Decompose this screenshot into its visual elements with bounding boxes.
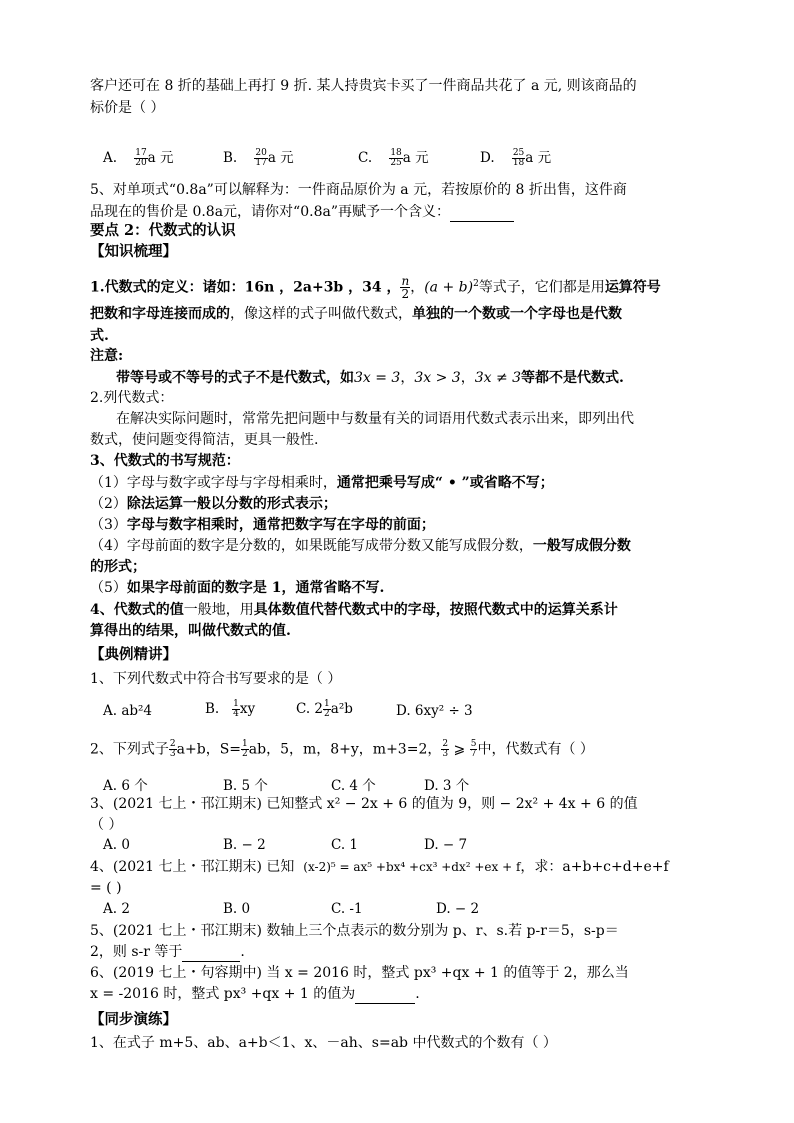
example-4-option-d: D. − 2 <box>436 901 480 917</box>
list-text-1: 在解决实际问题时，常常先把问题中与数量有关的词语用代数式表示出来，即列出代 <box>116 411 634 427</box>
norm-item-1: （1）字母与数字或字母与字母相乘时，通常把乘号写成“ • ”或省略不写； <box>90 475 554 491</box>
section-knowledge-heading: 【知识梳理】 <box>90 243 177 260</box>
list-text-2: 数式，使问题变得简洁，更具一般性. <box>90 432 319 448</box>
example-4-line-2: = ( ) <box>90 880 122 896</box>
intro-option-d: D. $\frac{25}{18}$ a 元 <box>480 148 552 168</box>
intro-option-c: C. $\frac{18}{25}$ a 元 <box>358 148 429 168</box>
norm-item-2: （2）除法运算一般以分数的形式表示； <box>90 496 337 512</box>
intro-line-1: 客户还可在 8 折的基础上再打 9 折. 某人持贵宾卡买了一件商品共花了 a 元, 则该商品的 <box>90 78 637 94</box>
example-3-line-1: 3、(2021 七上・邗江期末) 已知整式 x² − 2x + 6 的值为 9，则 − 2x² + 4x + 6 的值 <box>90 796 638 812</box>
example-2-option-b: B. 5 个 <box>223 778 268 794</box>
definition-line-3: 式. <box>90 328 109 344</box>
intro-option-b: B. $\frac{20}{17}$ a 元 <box>223 148 294 168</box>
example-3-line-2: （ ） <box>90 817 123 833</box>
note-line: 带等号或不等号的式子不是代数式，如3x = 3，3x > 3，3x ≠ 3等都不是代数式. <box>116 370 624 386</box>
example-1-option-a: A. ab²4 <box>103 703 153 719</box>
example-3-option-a: A. 0 <box>103 837 130 853</box>
example-2-option-a: A. 6 个 <box>103 778 148 794</box>
example-2-option-c: C. 4 个 <box>331 778 376 794</box>
q5-line-1: 5、对单项式“0.8a”可以解释为：一件商品原价为 a 元，若按原价的 8 折出售，这件商 <box>90 182 627 198</box>
definition-line-1: 1.代数式的定义：诸如：16n ，2a+3b ，34 ， $\frac{n}{2}$ ，$(a + b)^2$等式子，它们都是用运算符号 <box>90 274 661 302</box>
q5-line-2: 品现在的售价是 0.8a元，请你对“0.8a”再赋予一个含义： <box>90 203 514 222</box>
example-4-option-b: B. 0 <box>223 901 251 917</box>
example-6-line-2: x = -2016 时，整式 px³ +qx + 1 的值为 . <box>90 986 420 1002</box>
q5-answer-blank[interactable] <box>450 203 514 222</box>
example-2: 2、下列式子 $\frac{2}{3}$ a+b，S= $\frac{1}{2}$ ab，5，m，8+y，m+3=2， $\frac{2}{3}$ ⩾ $\frac{5}{7}$ 中，代数式有（ ） <box>90 739 594 759</box>
example-1-option-b: B. $\frac{1}{4}$ xy <box>205 699 256 719</box>
example-3-option-b: B. − 2 <box>223 837 266 853</box>
example-3-option-d: D. − 7 <box>424 837 468 853</box>
example-3-option-c: C. 1 <box>331 837 359 853</box>
section-examples-heading: 【典例精讲】 <box>90 646 177 663</box>
intro-line-2: 标价是（ ） <box>90 100 165 116</box>
list-title: 2.列代数式： <box>90 390 174 406</box>
example-6-line-1: 6、(2019 七上・句容期中) 当 x = 2016 时，整式 px³ +qx + 1 的值等于 2，那么当 <box>90 965 629 981</box>
example-4-option-c: C. -1 <box>331 901 363 917</box>
value-line-2: 算得出的结果，叫做代数式的值. <box>90 623 291 639</box>
example-4-line-1: 4、(2021 七上・邗江期末) 已知 (x-2)⁵ = ax⁵ +bx⁴ +cx³ +dx² +ex + f，求：a+b+c+d+e+f <box>90 859 669 875</box>
example-2-option-d: D. 3 个 <box>424 778 470 794</box>
norm-item-4: （4）字母前面的数字是分数的，如果既能写成带分数又能写成假分数，一般写成假分数 <box>90 538 631 554</box>
example-1: 1、下列代数式中符合书写要求的是（ ） <box>90 671 342 687</box>
example-5-line-1: 5、(2021 七上・邗江期末) 数轴上三个点表示的数分别为 p、r、s.若 p-r＝5，s-p＝ <box>90 923 619 939</box>
practice-1: 1、在式子 m+5、ab、a+b＜1、x、－ah、s=ab 中代数式的个数有（ ） <box>90 1035 557 1051</box>
example-4-option-a: A. 2 <box>103 901 130 917</box>
example-5-answer-blank[interactable] <box>182 943 240 962</box>
norm-item-4-cont: 的形式； <box>90 559 146 575</box>
example-1-option-c: C. 2 $\frac{1}{2}$ a²b <box>296 699 353 719</box>
norm-item-3: （3）字母与数字相乘时，通常把数字写在字母的前面； <box>90 517 435 533</box>
example-6-answer-blank[interactable] <box>355 985 415 1004</box>
value-line-1: 4、代数式的值一般地，用具体数值代替代数式中的字母，按照代数式中的运算关系计 <box>90 602 618 618</box>
section-title-point2: 要点 2：代数式的认识 <box>90 222 236 239</box>
section-practice-heading: 【同步演练】 <box>90 1011 177 1028</box>
example-5-line-2: 2，则 s-r 等于 . <box>90 944 245 960</box>
norm-item-5: （5）如果字母前面的数字是 1，通常省略不写. <box>90 580 385 596</box>
example-1-option-d: D. 6xy² ÷ 3 <box>396 703 473 719</box>
definition-line-2: 把数和字母连接而成的，像这样的式子叫做代数式，单独的一个数或一个字母也是代数 <box>90 306 622 322</box>
norm-title: 3、代数式的书写规范： <box>90 453 240 469</box>
intro-option-a: A. $\frac{17}{20}$ a 元 <box>103 148 174 168</box>
note-title: 注意: <box>90 348 124 364</box>
